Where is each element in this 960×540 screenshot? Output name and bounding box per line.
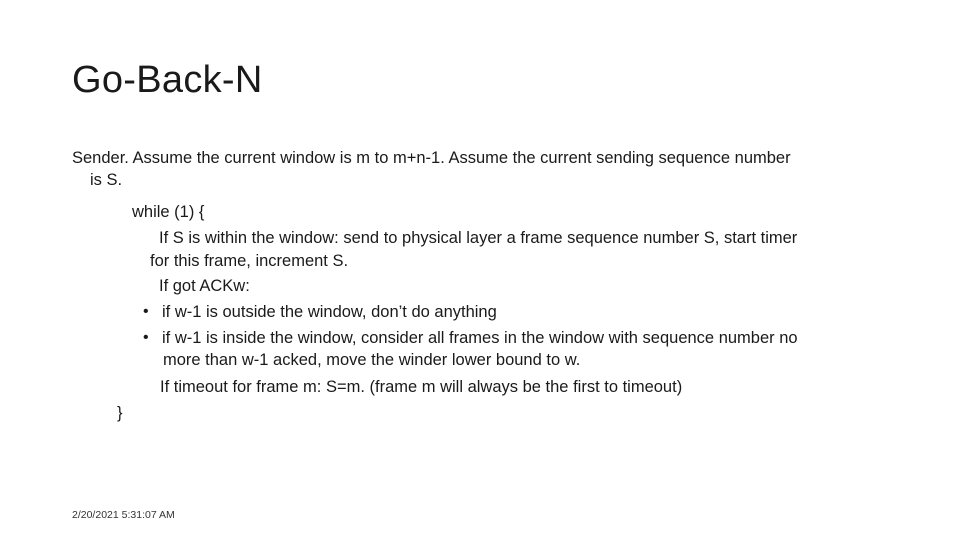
condition-send-line-1: If S is within the window: send to physical layer a frame sequence number S, start timer [159, 229, 798, 247]
condition-ack: If got ACKw: [159, 277, 250, 295]
intro-line-1: Sender. Assume the current window is m to m+n-1. Assume the current sending sequence number [72, 149, 791, 167]
loop-close: } [117, 404, 123, 422]
bullet-outside-window: if w-1 is outside the window, don’t do anything [162, 303, 497, 321]
condition-timeout: If timeout for frame m: S=m. (frame m will always be the first to timeout) [160, 378, 683, 396]
bullet-inside-window-line-1: if w-1 is inside the window, consider all frames in the window with sequence number no [162, 329, 798, 347]
bullet-icon: • [143, 303, 149, 320]
bullet-icon: • [143, 329, 149, 346]
loop-open: while (1) { [132, 203, 205, 221]
slide-title: Go-Back-N [72, 59, 263, 101]
condition-send-line-2: for this frame, increment S. [150, 252, 349, 270]
intro-line-2: is S. [90, 171, 123, 189]
footer-timestamp: 2/20/2021 5:31:07 AM [72, 509, 175, 521]
bullet-inside-window-line-2: more than w-1 acked, move the winder lower bound to w. [163, 351, 581, 369]
